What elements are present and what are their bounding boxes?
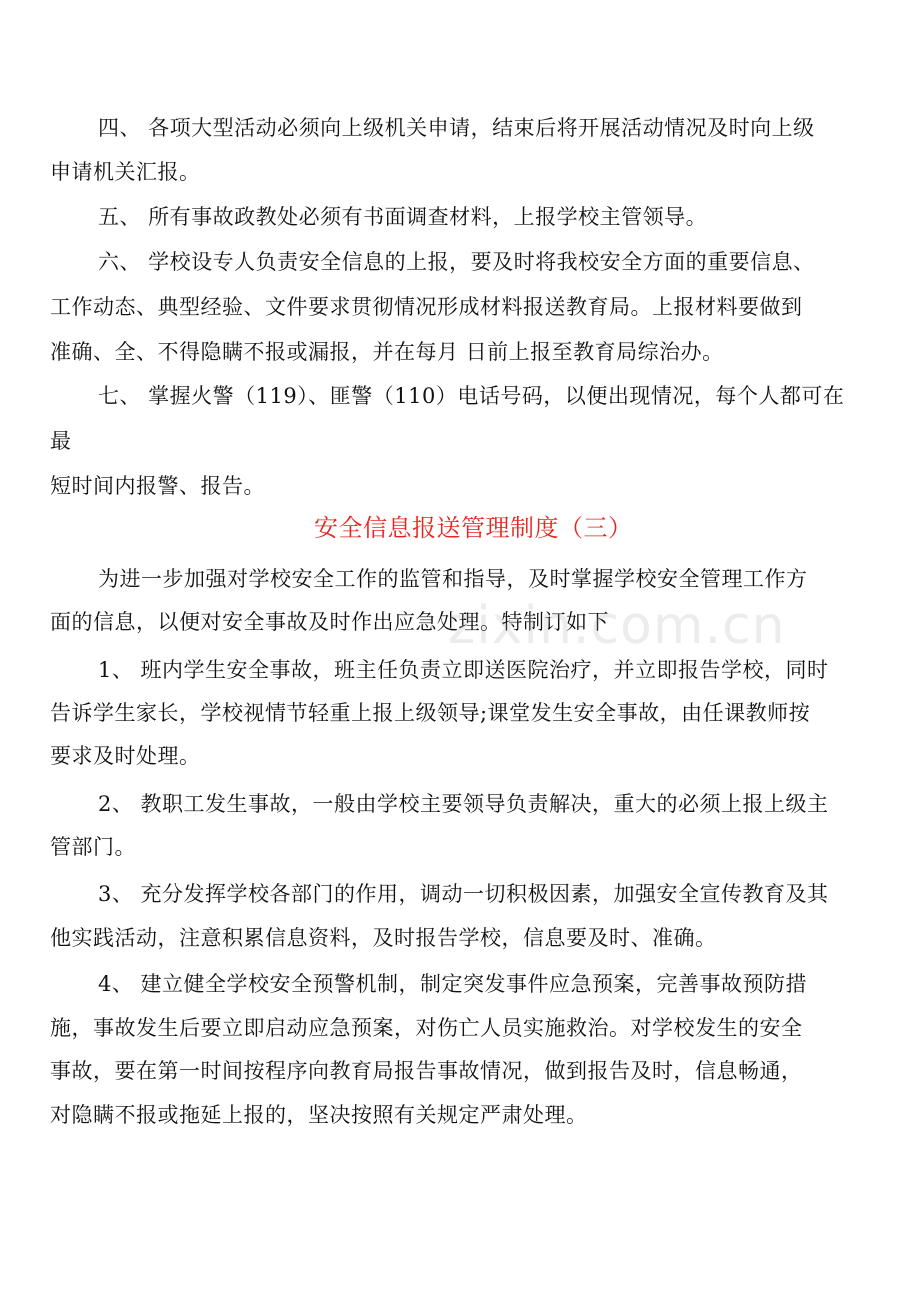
paragraph-line: 短时间内报警、报告。	[50, 474, 265, 498]
watermark: zixin.com.cn	[448, 596, 786, 656]
paragraph-line: 为进一步加强对学校安全工作的监管和指导，及时掌握学校安全管理工作方	[98, 567, 808, 591]
paragraph-line: 1、 班内学生安全事故，班主任负责立即送医院治疗，并立即报告学校，同时	[98, 658, 829, 682]
paragraph-line: 管部门。	[50, 835, 136, 859]
paragraph-line: 2、 教职工发生事故，一般由学校主要领导负责解决，重大的必须上报上级主	[98, 792, 829, 816]
paragraph-line: 要求及时处理。	[50, 744, 201, 768]
section-title: 安全信息报送管理制度（三）	[314, 514, 633, 542]
paragraph-line: 面的信息，以便对安全事故及时作出应急处理。特制订如下	[50, 610, 609, 634]
paragraph-line: 最	[50, 429, 72, 453]
paragraph-line: 六、 学校设专人负责安全信息的上报，要及时将我校安全方面的重要信息、	[98, 250, 815, 274]
paragraph-line: 施，事故发生后要立即启动应急预案，对伤亡人员实施救治。对学校发生的安全	[50, 1016, 803, 1040]
paragraph-line: 四、 各项大型活动必须向上级机关申请，结束后将开展活动情况及时向上级	[98, 116, 815, 140]
paragraph-line: 他实践活动，注意积累信息资料，及时报告学校，信息要及时、准确。	[50, 926, 717, 950]
paragraph-line: 3、 充分发挥学校各部门的作用，调动一切积极因素，加强安全宣传教育及其	[98, 882, 829, 906]
paragraph-line: 七、 掌握火警（119）、匪警（110）电话号码，以便出现情况，每个人都可在	[98, 384, 845, 408]
paragraph-line: 4、 建立健全学校安全预警机制，制定突发事件应急预案，完善事故预防措	[98, 972, 808, 996]
paragraph-line: 五、 所有事故政教处必须有书面调查材料，上报学校主管领导。	[98, 205, 708, 229]
paragraph-line: 申请机关汇报。	[50, 160, 201, 184]
paragraph-line: 告诉学生家长，学校视情节轻重上报上级领导;课堂发生安全事故，由任课教师按	[50, 701, 811, 725]
paragraph-line: 对隐瞒不报或拖延上报的，坚决按照有关规定严肃处理。	[50, 1103, 588, 1127]
paragraph-line: 工作动态、典型经验、文件要求贯彻情况形成材料报送教育局。上报材料要做到	[50, 295, 803, 319]
paragraph-line: 准确、全、不得隐瞒不报或漏报，并在每月 日前上报至教育局综治办。	[50, 340, 724, 364]
paragraph-line: 事故，要在第一时间按程序向教育局报告事故情况，做到报告及时，信息畅通，	[50, 1059, 803, 1083]
